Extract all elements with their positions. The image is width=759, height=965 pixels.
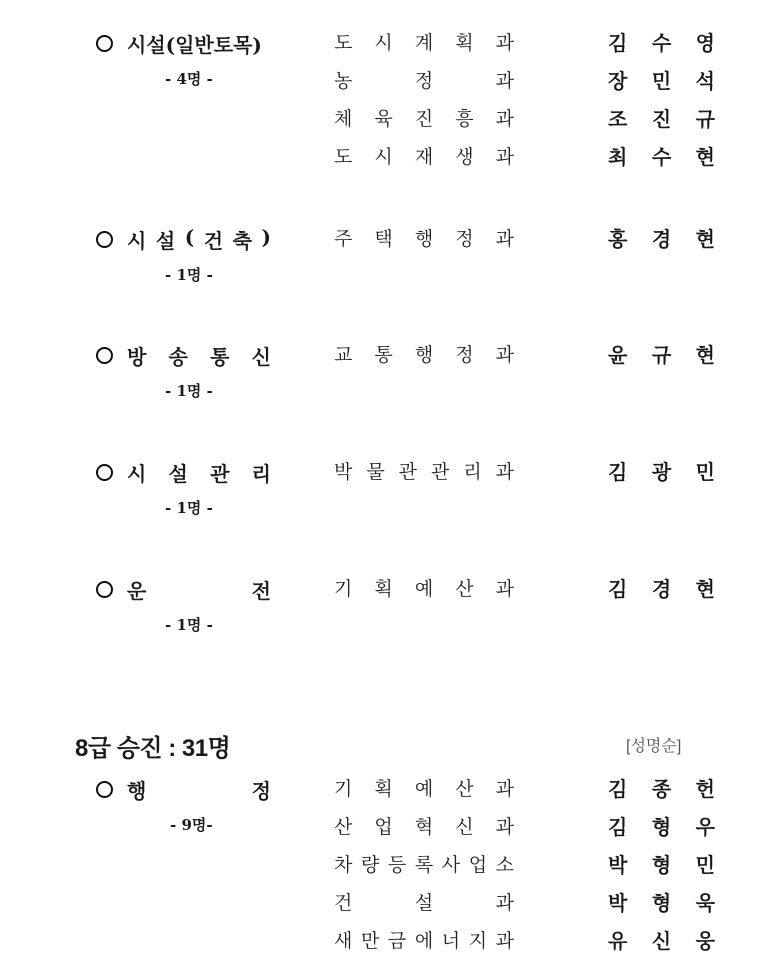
section-title: 8급 승진 : 31명 <box>75 735 231 762</box>
circle-bullet-icon <box>96 781 113 798</box>
person-name: 윤 규 현 <box>608 343 715 367</box>
headcount: - 1명 - <box>165 266 213 284</box>
headcount: - 1명 - <box>165 499 213 517</box>
person-name: 김 광 민 <box>608 460 715 484</box>
department: 교 통 행 정 과 <box>334 344 514 366</box>
person-name: 박 형 욱 <box>608 891 715 915</box>
person-name: 최 수 현 <box>608 145 715 169</box>
person-name: 김 경 현 <box>608 577 715 601</box>
person-name: 장 민 석 <box>608 69 715 93</box>
person-name: 김 형 우 <box>608 815 715 839</box>
category-label: 행 정 <box>127 778 271 803</box>
department: 차 량 등 록 사 업 소 <box>334 854 514 876</box>
department: 체 육 진 흥 과 <box>334 108 514 130</box>
category-heading <box>96 576 271 602</box>
sort-order-note: [성명순] <box>626 738 682 755</box>
department: 주 택 행 정 과 <box>334 228 514 250</box>
person-name: 박 형 민 <box>608 853 715 877</box>
person-name: 유 신 웅 <box>608 929 715 953</box>
headcount: - 9명- <box>170 816 213 834</box>
department: 도 시 재 생 과 <box>334 146 514 168</box>
department: 박 물 관 관 리 과 <box>334 461 514 483</box>
category-label: 운 전 <box>127 578 271 603</box>
category-heading <box>96 776 271 802</box>
person-name: 김 종 헌 <box>608 777 715 801</box>
category-heading <box>96 226 271 252</box>
circle-bullet-icon <box>96 35 113 52</box>
category-heading <box>96 342 271 368</box>
department: 기 획 예 산 과 <box>334 778 514 800</box>
category-heading <box>96 459 271 485</box>
person-name: 홍 경 현 <box>608 227 715 251</box>
category-heading <box>96 30 271 56</box>
category-label: 시 설 ( 건 축 ) <box>127 224 271 253</box>
category-label: 시 설 관 리 <box>127 461 271 486</box>
circle-bullet-icon <box>96 347 113 364</box>
department: 농 정 과 <box>334 70 514 92</box>
category-label: 시설(일반토목) <box>127 32 262 57</box>
category-label: 방 송 통 신 <box>127 344 271 369</box>
circle-bullet-icon <box>96 581 113 598</box>
person-name: 김 수 영 <box>608 31 715 55</box>
person-name: 조 진 규 <box>608 107 715 131</box>
circle-bullet-icon <box>96 231 113 248</box>
department: 산 업 혁 신 과 <box>334 816 514 838</box>
headcount: - 1명 - <box>165 616 213 634</box>
department: 기 획 예 산 과 <box>334 578 514 600</box>
headcount: - 1명 - <box>165 382 213 400</box>
department: 도 시 계 획 과 <box>334 32 514 54</box>
department: 새 만 금 에 너 지 과 <box>334 930 514 952</box>
circle-bullet-icon <box>96 464 113 481</box>
headcount: - 4명 - <box>165 70 213 88</box>
department: 건 설 과 <box>334 892 514 914</box>
